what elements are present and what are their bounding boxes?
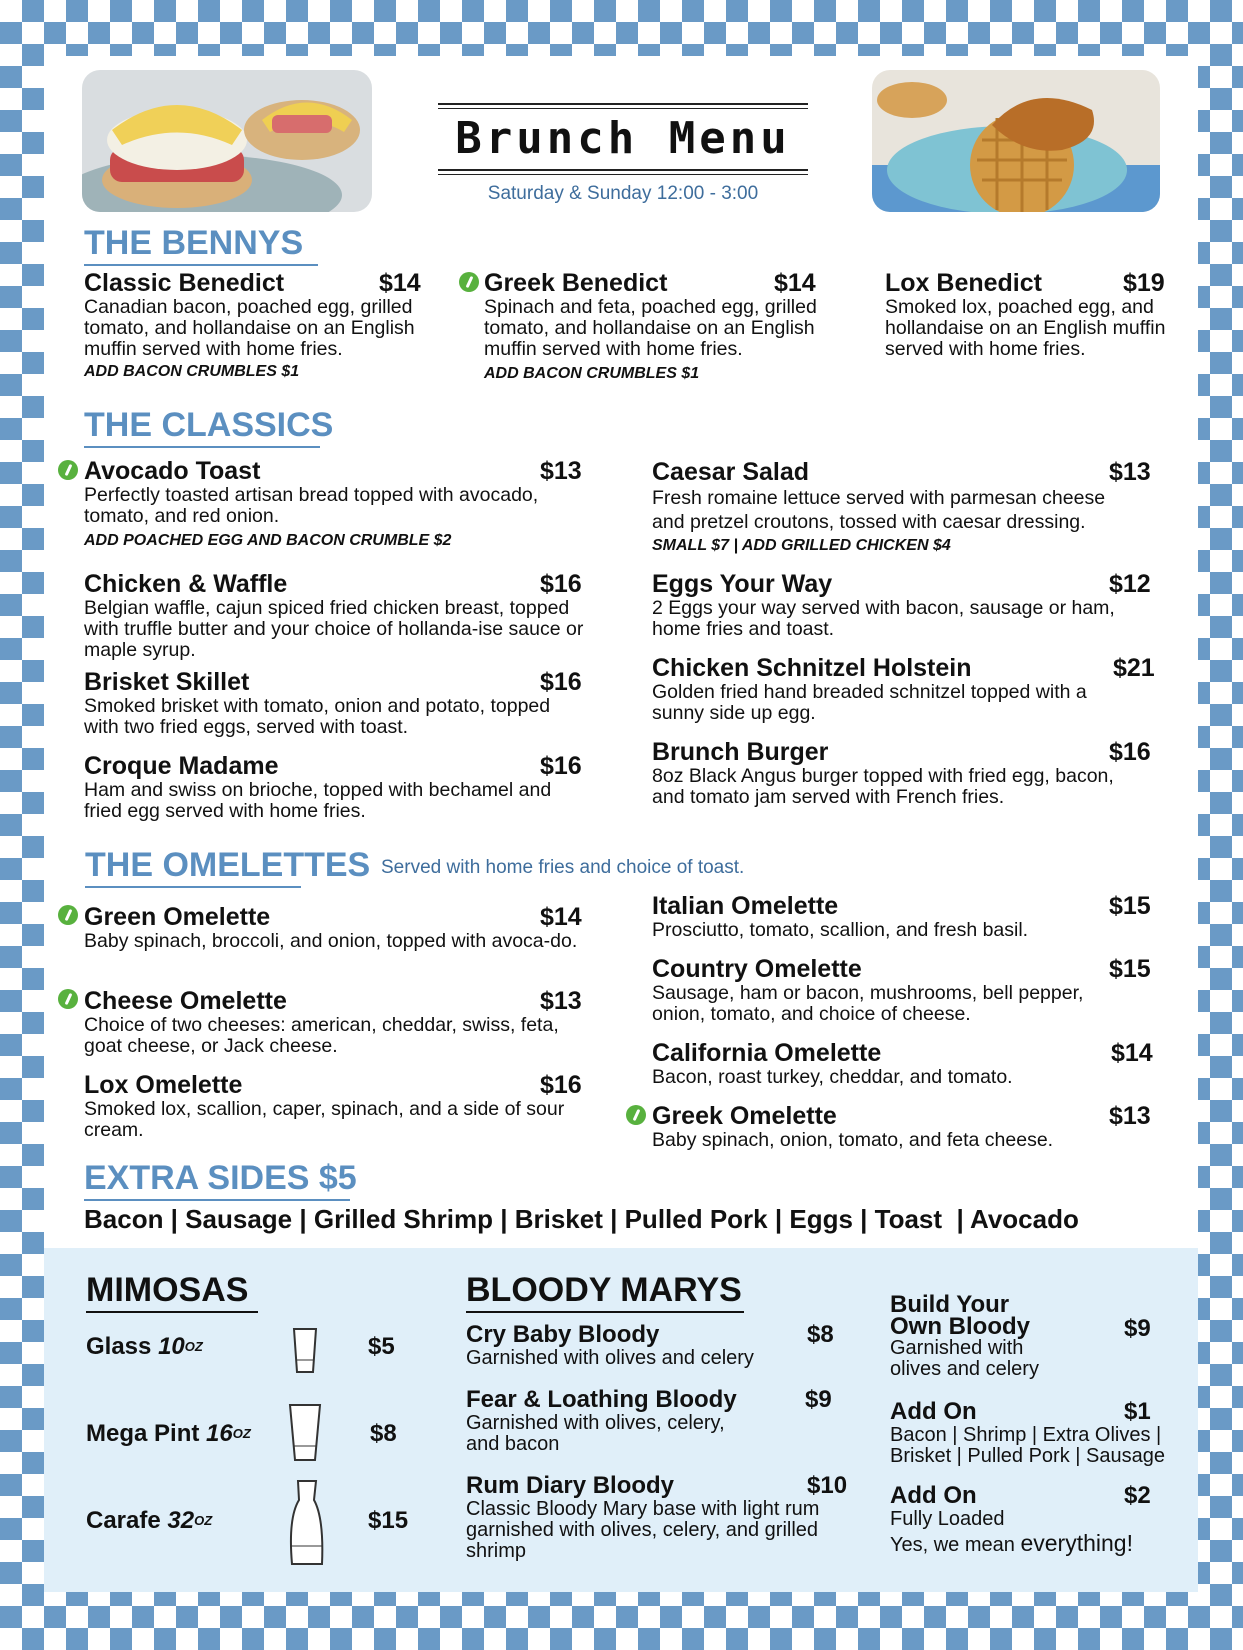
rum-diary-bloody-item: [466, 1473, 856, 1562]
menu-header: [438, 103, 808, 205]
drink-name: Rum Diary Bloody: [466, 1472, 675, 1499]
drink-description: Classic Bloody Mary base with light rum garnished with olives, celery, and grilled shrimp: [466, 1498, 820, 1562]
item-description: Baby spinach, onion, tomato, and feta cheese.: [652, 1129, 1054, 1151]
drink-description: Garnished with olives and celery: [890, 1337, 1039, 1380]
item-description: 8oz Black Angus burger topped with fried egg, bacon, and tomato jam served with French fries.: [652, 765, 1114, 808]
item-price: $16: [540, 570, 582, 598]
add-on-2-item: [890, 1483, 1170, 1556]
classics-heading-text: THE CLASSICS: [84, 406, 334, 444]
mimosa-pint-label: [86, 1421, 251, 1447]
item-description: Belgian waffle, cajun spiced fried chicken breast, topped with truffle butter and your choice of hollanda-ise sauce or maple syrup.: [84, 597, 584, 661]
extra-sides-heading-text: EXTRA SIDES $5: [84, 1159, 357, 1197]
vegetarian-leaf-icon: [58, 905, 78, 925]
bennys-heading: [84, 224, 318, 266]
brisket-skillet-item: [84, 669, 589, 738]
item-price: $16: [540, 1071, 582, 1099]
item-description: Smoked brisket with tomato, onion and potato, topped with two fried eggs, served with toast.: [84, 695, 551, 738]
carafe-icon: [286, 1478, 326, 1570]
drink-size: 16: [206, 1420, 233, 1447]
add-on-1-item: [890, 1399, 1170, 1467]
item-price: $19: [1123, 269, 1165, 297]
drink-name: Add On: [890, 1398, 977, 1425]
omelettes-heading-text: THE OMELETTES: [85, 846, 371, 884]
caesar-salad-item: [652, 459, 1162, 556]
item-name: Brunch Burger: [652, 738, 829, 766]
greek-benedict-item: [484, 270, 839, 384]
item-name: Cheese Omelette: [84, 987, 287, 1015]
mimosa-glass-label: [86, 1334, 203, 1360]
item-price: $12: [1109, 570, 1151, 598]
item-description: Ham and swiss on brioche, topped with bechamel and fried egg served with home fries.: [84, 779, 552, 822]
item-description: Choice of two cheeses: american, cheddar, swiss, feta, goat cheese, or Jack cheese.: [84, 1014, 559, 1057]
vegetarian-leaf-icon: [626, 1105, 646, 1125]
item-name: Chicken & Waffle: [84, 570, 288, 598]
item-description: Bacon, roast turkey, cheddar, and tomato.: [652, 1066, 1013, 1088]
classics-heading: [84, 406, 333, 448]
drink-size: 10: [158, 1333, 185, 1360]
italian-omelette-item: [652, 893, 1162, 941]
item-description: Sausage, ham or bacon, mushrooms, bell pepper, onion, tomato, and choice of cheese.: [652, 982, 1084, 1025]
lox-benedict-item: [885, 270, 1185, 360]
schnitzel-item: [652, 655, 1162, 724]
vegetarian-leaf-icon: [58, 460, 78, 480]
omelettes-heading: [85, 846, 370, 888]
title-rule-top: [438, 103, 808, 105]
eggs-your-way-item: [652, 571, 1162, 640]
greek-omelette-item: [652, 1103, 1162, 1151]
item-name: Avocado Toast: [84, 457, 261, 485]
item-name: Caesar Salad: [652, 458, 810, 486]
item-description: Spinach and feta, poached egg, grilled tomato, and hollandaise on an English muffin served with home fries.: [484, 296, 817, 360]
item-price: $13: [540, 457, 582, 485]
item-name: Brisket Skillet: [84, 668, 250, 696]
title-rule-bottom-thin: [438, 174, 808, 175]
avocado-toast-item: [84, 458, 589, 551]
title-rule-top-thin: [438, 108, 808, 109]
drink-name: Add On: [890, 1482, 977, 1509]
california-omelette-item: [652, 1040, 1162, 1088]
item-price: $16: [540, 752, 582, 780]
item-price: $14: [379, 269, 421, 297]
cry-baby-bloody-item: [466, 1322, 841, 1369]
drink-label: Carafe: [86, 1507, 161, 1534]
service-hours: Saturday & Sunday 12:00 - 3:00: [487, 183, 759, 204]
drink-description-text: Yes, we mean: [890, 1534, 1015, 1556]
item-name: Greek Benedict: [484, 269, 668, 297]
mimosa-pint-price: $8: [370, 1420, 397, 1447]
extra-sides-heading: [84, 1159, 357, 1201]
drink-description: Fully Loaded: [890, 1508, 1005, 1530]
lox-omelette-item: [84, 1072, 589, 1141]
mimosa-carafe-label: [86, 1508, 212, 1534]
item-description: Smoked lox, poached egg, and hollandaise on an English muffin served with home fries.: [885, 296, 1166, 360]
drink-label: Glass: [86, 1333, 152, 1360]
item-name: Croque Madame: [84, 752, 279, 780]
build-your-own-bloody-item: [890, 1291, 1170, 1380]
bloody-marys-heading-text: BLOODY MARYS: [466, 1271, 742, 1309]
item-description-text: Canadian bacon, poached egg, grilled tomato, and hollandaise on an English muffin served with home fries.: [84, 296, 415, 360]
pint-glass-icon: [287, 1402, 323, 1464]
title-rule-bottom: [438, 169, 808, 171]
item-addon: SMALL $7 | ADD GRILLED CHICKEN $4: [652, 537, 951, 554]
croque-madame-item: [84, 753, 589, 822]
item-name: Lox Omelette: [84, 1071, 243, 1099]
mimosas-heading: [86, 1271, 258, 1313]
drink-description-2: [890, 1530, 1170, 1556]
item-name: Country Omelette: [652, 955, 862, 983]
item-price: $13: [1109, 458, 1151, 486]
item-name: Green Omelette: [84, 903, 271, 931]
item-name: Chicken Schnitzel Holstein: [652, 654, 972, 682]
classic-benedict-item: [84, 270, 434, 382]
item-price: $14: [540, 903, 582, 931]
item-price: $21: [1113, 654, 1155, 682]
drink-price: $10: [807, 1472, 848, 1499]
drink-name: Fear & Loathing Bloody: [466, 1386, 737, 1413]
item-addon: ADD BACON CRUMBLES $1: [484, 365, 700, 382]
item-description: Perfectly toasted artisan bread topped with avocado, tomato, and red onion.: [84, 484, 539, 527]
item-description: Baby spinach, broccoli, and onion, topped with avoca-do.: [84, 930, 578, 952]
item-price: $14: [774, 269, 816, 297]
extra-sides-list: Bacon | Sausage | Grilled Shrimp | Brisket | Pulled Pork | Eggs | Toast | Avocado: [84, 1204, 1079, 1234]
item-name: California Omelette: [652, 1039, 882, 1067]
item-name: Classic Benedict: [84, 269, 285, 297]
item-addon: ADD POACHED EGG AND BACON CRUMBLE $2: [84, 532, 452, 549]
drink-name: Cry Baby Bloody: [466, 1321, 660, 1348]
vegetarian-leaf-icon: [459, 272, 479, 292]
chicken-waffle-photo: [872, 70, 1160, 212]
item-price: $14: [1111, 1039, 1153, 1067]
drink-price: $1: [1124, 1398, 1151, 1425]
drink-size: 32: [167, 1507, 195, 1534]
item-name: Italian Omelette: [652, 892, 839, 920]
drink-price: $9: [1124, 1315, 1151, 1342]
item-description: Fresh romaine lettuce served with parmesan cheese and pretzel croutons, tossed with caesar dressing.: [652, 487, 1106, 533]
drink-price: $8: [807, 1321, 834, 1348]
chicken-waffle-item: [84, 571, 589, 661]
item-price: $16: [540, 668, 582, 696]
drink-unit: OZ: [232, 1426, 251, 1441]
vegetarian-leaf-icon: [58, 989, 78, 1009]
bloody-marys-heading: [466, 1271, 744, 1313]
eggs-benedict-photo: [82, 70, 372, 212]
drink-label: Mega Pint: [86, 1420, 200, 1447]
item-description: 2 Eggs your way served with bacon, sausage or ham, home fries and toast.: [652, 597, 1115, 640]
item-description: [84, 297, 434, 382]
drink-unit: OZ: [194, 1513, 213, 1528]
drink-price: $9: [805, 1386, 832, 1413]
drink-description: Garnished with olives and celery: [466, 1347, 754, 1369]
item-price: $15: [1109, 955, 1151, 983]
item-addon: ADD BACON CRUMBLES $1: [84, 363, 300, 380]
drink-description: Garnished with olives, celery, and bacon: [466, 1412, 725, 1455]
glass-icon: [291, 1326, 319, 1376]
omelettes-note: Served with home fries and choice of toast.: [381, 857, 745, 878]
item-description: Prosciutto, tomato, scallion, and fresh basil.: [652, 919, 1029, 941]
drink-price: $2: [1124, 1482, 1151, 1509]
drink-description-emphasis: everything!: [1020, 1530, 1133, 1556]
brunch-burger-item: [652, 739, 1162, 808]
item-name: Eggs Your Way: [652, 570, 833, 598]
cheese-omelette-item: [84, 988, 589, 1057]
drink-name: Build Your: [890, 1291, 1010, 1318]
item-price: $13: [540, 987, 582, 1015]
item-name: Greek Omelette: [652, 1102, 837, 1130]
item-name: Lox Benedict: [885, 269, 1042, 297]
green-omelette-item: [84, 904, 589, 952]
country-omelette-item: [652, 956, 1162, 1025]
mimosa-carafe-price: $15: [368, 1507, 409, 1534]
fear-loathing-bloody-item: [466, 1387, 841, 1455]
bennys-heading-text: THE BENNYS: [84, 224, 304, 262]
item-description: Smoked lox, scallion, caper, spinach, and a side of sour cream.: [84, 1098, 565, 1141]
drink-unit: OZ: [184, 1339, 203, 1354]
mimosas-heading-text: MIMOSAS: [86, 1271, 249, 1309]
drink-name: Own Bloody: [890, 1313, 1030, 1340]
item-price: $13: [1109, 1102, 1151, 1130]
page-title: Brunch Menu: [455, 113, 791, 164]
mimosa-glass-price: $5: [368, 1333, 395, 1360]
item-description: Golden fried hand breaded schnitzel topped with a sunny side up egg.: [652, 681, 1087, 724]
drink-description: Bacon | Shrimp | Extra Olives | Brisket | Pulled Pork | Sausage: [890, 1424, 1165, 1467]
item-price: $15: [1109, 892, 1151, 920]
item-price: $16: [1109, 738, 1151, 766]
